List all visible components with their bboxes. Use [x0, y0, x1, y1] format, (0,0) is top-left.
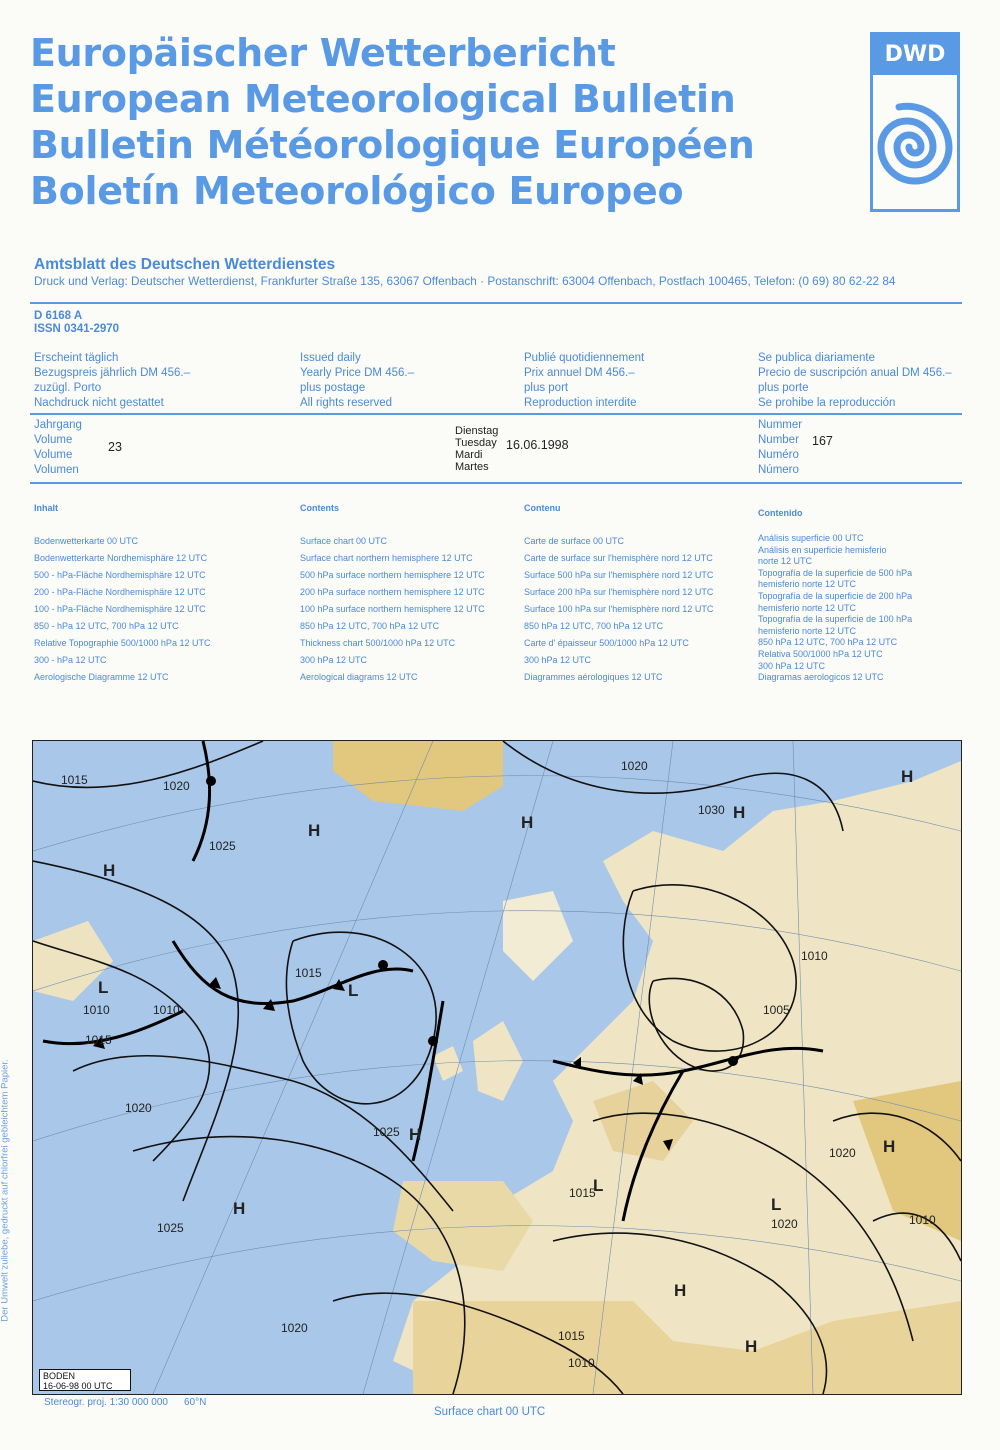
divider — [30, 302, 962, 304]
number-label: Nummer — [758, 419, 803, 431]
contents-item: Surface 500 hPa sur l'hemisphère nord 12 UTC — [524, 570, 714, 580]
isobar-label: 1020 — [771, 1217, 798, 1231]
info-line: Prix annuel DM 456.– — [524, 367, 635, 379]
day-label: Tuesday — [455, 437, 497, 449]
number-value: 167 — [812, 434, 833, 448]
info-line: Bezugspreis jährlich DM 456.– — [34, 367, 190, 379]
isobar-label: 1025 — [209, 839, 236, 853]
latitude-note: 60°N — [184, 1397, 207, 1408]
high-pressure-marker: H — [901, 767, 914, 786]
info-spanish — [758, 351, 952, 411]
high-pressure-marker: H — [233, 1199, 246, 1218]
info-line: All rights reserved — [300, 397, 393, 409]
isobar-label: 1010 — [83, 1003, 110, 1017]
isobar-label: 1005 — [763, 1003, 790, 1017]
day-label: Mardi — [455, 449, 483, 461]
info-line: plus postage — [300, 382, 366, 394]
dwd-logo — [870, 32, 960, 212]
contents-item: 850 hPa 12 UTC, 700 hPa 12 UTC — [300, 621, 440, 631]
volume-label: Volume — [34, 434, 73, 446]
contents-item: Relative Topographie 500/1000 hPa 12 UTC — [34, 638, 211, 648]
low-pressure-marker: L — [771, 1195, 782, 1214]
isobar-label: 1030 — [698, 803, 725, 817]
contents-item: Topografía de la superficie de 500 hPa — [758, 567, 913, 578]
contents-heading-es: Contenido — [758, 508, 803, 518]
divider — [30, 413, 962, 415]
contents-item: Relativa 500/1000 hPa 12 UTC — [758, 648, 883, 659]
info-line: Se publica diariamente — [758, 352, 875, 364]
isobar-label: 1015 — [558, 1329, 585, 1343]
contents-item: 850 - hPa 12 UTC, 700 hPa 12 UTC — [34, 621, 179, 631]
high-pressure-marker: H — [409, 1125, 422, 1144]
isobar-label: 1020 — [163, 779, 190, 793]
isobar-label: 1020 — [829, 1146, 856, 1160]
contents-item: 300 hPa 12 UTC — [758, 660, 826, 671]
contents-item: 850 hPa 12 UTC, 700 hPa 12 UTC — [758, 637, 898, 648]
info-line: Se prohibe la reproducción — [758, 397, 896, 409]
info-line: Reproduction interdite — [524, 397, 637, 409]
contents-item: Bodenwetterkarte Nordhemisphäre 12 UTC — [34, 553, 208, 563]
map-canvas — [33, 741, 961, 1394]
isobar-label: 1015 — [295, 966, 322, 980]
contents-list-en — [300, 533, 485, 686]
publisher-address: Druck und Verlag: Deutscher Wetterdienst, Frankfurter Straße 135, 63067 Offenbach · Postanschrift: 63004 Offenbach, Postfach 100465, Telefon: (0 69) 80 62-22 84 — [34, 274, 896, 288]
info-line: Issued daily — [300, 352, 361, 364]
info-line: plus porte — [758, 382, 809, 394]
info-french — [524, 351, 644, 411]
publication-code: D 6168 A — [34, 310, 83, 322]
contents-item: hemisferio norte 12 UTC — [758, 602, 857, 613]
number-label: Numéro — [758, 449, 799, 461]
info-line: Publié quotidiennement — [524, 352, 645, 364]
iceland-land — [503, 891, 573, 981]
volume-label: Volume — [34, 449, 73, 461]
contents-item: Carte d' épaisseur 500/1000 hPa 12 UTC — [524, 638, 689, 648]
contents-item: hemisferio norte 12 UTC — [758, 579, 857, 590]
contents-item: Topografía de la superficie de 100 hPa — [758, 614, 913, 625]
contents-item: Aerologische Diagramme 12 UTC — [34, 672, 169, 682]
day-label: Dienstag — [455, 425, 499, 437]
contents-item: Topografía de la superficie de 200 hPa — [758, 590, 913, 601]
number-labels — [758, 418, 802, 478]
divider — [30, 482, 962, 484]
high-pressure-marker: H — [521, 813, 534, 832]
volume-label: Jahrgang — [34, 419, 82, 431]
contents-item: norte 12 UTC — [758, 556, 813, 567]
contents-item: 850 hPa 12 UTC, 700 hPa 12 UTC — [524, 621, 664, 631]
info-line: Precio de suscripción anual DM 456.– — [758, 367, 952, 379]
chart-caption: Surface chart 00 UTC — [434, 1406, 546, 1418]
contents-heading-de: Inhalt — [34, 503, 58, 513]
isobar-label: 1015 — [569, 1186, 596, 1200]
logo-text: DWD — [873, 35, 957, 75]
contents-item: Surface chart 00 UTC — [300, 536, 388, 546]
isobar-label: 1010 — [909, 1213, 936, 1227]
legend-label: BODEN — [43, 1371, 76, 1381]
isobar-label: 1015 — [85, 1033, 112, 1047]
high-pressure-marker: H — [308, 821, 321, 840]
contents-item: 200 - hPa-Fläche Nordhemisphäre 12 UTC — [34, 587, 206, 597]
day-label: Martes — [455, 461, 489, 473]
isobar-label: 1025 — [373, 1125, 400, 1139]
contents-item: Análisis superficie 00 UTC — [758, 533, 864, 543]
number-label: Number — [758, 434, 799, 446]
contents-item: Surface 100 hPa sur l'hemisphère nord 12 UTC — [524, 604, 714, 614]
contents-item: Diagrammes aérologiques 12 UTC — [524, 672, 663, 682]
contents-item: 100 hPa surface northern hemisphere 12 UTC — [300, 604, 485, 614]
info-german — [34, 351, 190, 411]
isobar-label: 1020 — [125, 1101, 152, 1115]
contents-item: 100 - hPa-Fläche Nordhemisphäre 12 UTC — [34, 604, 206, 614]
low-pressure-marker: L — [98, 978, 109, 997]
legend-date: 16-06-98 00 UTC — [43, 1381, 113, 1391]
contents-item: 300 - hPa 12 UTC — [34, 655, 107, 665]
contents-item: 300 hPa 12 UTC — [524, 655, 592, 665]
publisher-heading: Amtsblatt des Deutschen Wetterdienstes — [34, 256, 336, 273]
number-label: Número — [758, 464, 799, 476]
contents-item: Thickness chart 500/1000 hPa 12 UTC — [300, 638, 456, 648]
isobar-label: 1020 — [621, 759, 648, 773]
contents-heading-fr: Contenu — [524, 503, 561, 513]
contents-list-de — [34, 533, 210, 686]
info-line: Nachdruck nicht gestattet — [34, 397, 164, 409]
surface-chart-map — [32, 740, 962, 1395]
isobar-label: 1015 — [61, 773, 88, 787]
isobar-label: 1010 — [568, 1356, 595, 1370]
volume-labels — [34, 418, 82, 478]
isobar-label: 1010 — [801, 949, 828, 963]
high-pressure-marker: H — [883, 1137, 896, 1156]
high-pressure-marker: H — [103, 861, 116, 880]
contents-item: Carte de surface sur l'hemisphère nord 12 UTC — [524, 553, 713, 563]
contents-item: Surface 200 hPa sur l'hemisphère nord 12 UTC — [524, 587, 714, 597]
contents-item: 500 - hPa-Fläche Nordhemisphäre 12 UTC — [34, 570, 206, 580]
info-line: Yearly Price DM 456.– — [300, 367, 414, 379]
high-pressure-marker: H — [674, 1281, 687, 1300]
map-legend-box — [39, 1369, 131, 1391]
volume-label: Volumen — [34, 464, 79, 476]
contents-item: Aerological diagrams 12 UTC — [300, 672, 418, 682]
contents-item: 200 hPa surface northern hemisphere 12 UTC — [300, 587, 485, 597]
title-english: European Meteorological Bulletin — [30, 77, 736, 121]
contents-list-fr — [524, 533, 713, 686]
isobar-label: 1020 — [281, 1321, 308, 1335]
day-labels — [455, 425, 498, 473]
title-spanish: Boletín Meteorológico Europeo — [30, 169, 684, 213]
info-line: zuzügl. Porto — [34, 382, 102, 394]
issue-date: 16.06.1998 — [506, 438, 569, 452]
info-english — [300, 351, 414, 411]
contents-item: Diagramas aerologicos 12 UTC — [758, 672, 884, 683]
spiral-icon — [855, 87, 975, 207]
title-french: Bulletin Météorologique Européen — [30, 123, 755, 167]
isobar-label: 1010 — [153, 1003, 180, 1017]
contents-item: hemisferio norte 12 UTC — [758, 625, 857, 636]
contents-item: 500 hPa surface northern hemisphere 12 UTC — [300, 570, 485, 580]
low-pressure-marker: L — [348, 981, 359, 1000]
issn: ISSN 0341-2970 — [34, 323, 120, 335]
high-pressure-marker: H — [745, 1337, 758, 1356]
title-german: Europäischer Wetterbericht — [30, 31, 616, 75]
contents-heading-en: Contents — [300, 503, 339, 513]
volume-value: 23 — [108, 440, 122, 454]
isobar-label: 1025 — [157, 1221, 184, 1235]
contents-list-es — [758, 533, 912, 684]
contents-item: Análisis en superficie hemisferio — [758, 544, 887, 555]
low-pressure-marker: L — [593, 1176, 604, 1195]
info-line: plus port — [524, 382, 569, 394]
contents-item: Bodenwetterkarte 00 UTC — [34, 536, 139, 546]
info-line: Erscheint täglich — [34, 352, 119, 364]
projection-note: Stereogr. proj. 1:30 000 000 — [44, 1397, 168, 1408]
contents-item: 300 hPa 12 UTC — [300, 655, 368, 665]
high-pressure-marker: H — [733, 803, 746, 822]
contents-item: Surface chart northern hemisphere 12 UTC — [300, 553, 473, 563]
side-note: Der Umwelt zuliebe, gedruckt auf chlorfrei gebleichtem Papier. — [0, 1059, 11, 1322]
contents-item: Carte de surface 00 UTC — [524, 536, 625, 546]
